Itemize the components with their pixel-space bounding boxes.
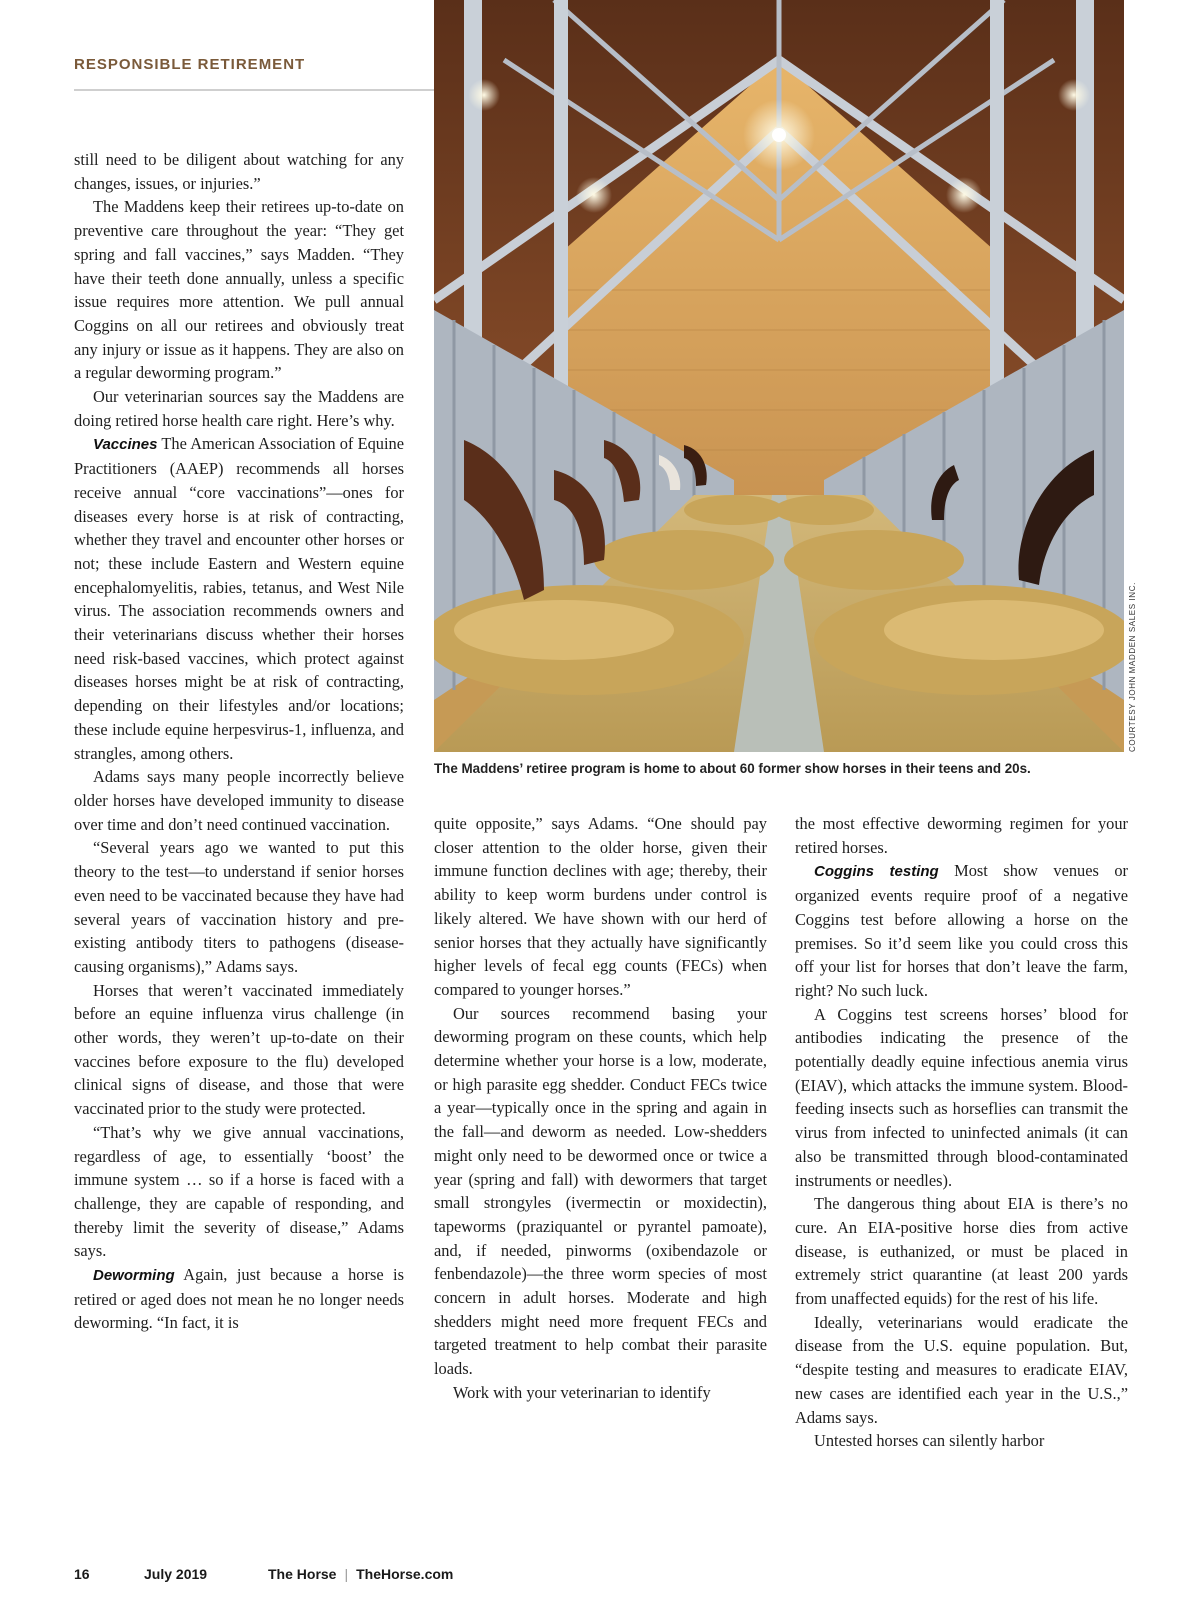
paragraph: the most effective deworming regimen for your retired horses. [795,814,1128,857]
barn-photo [434,0,1124,752]
paragraph: “Several years ago we wanted to put this theory to the test—to understand if senior horses even need to be vaccinated because they have had several years of vaccination history and pre-existing antibody titers to pathogens (disease-causing organisms),” Adams says. [74,838,404,976]
paragraph: still need to be diligent about watching for any changes, issues, or injuries.” [74,150,404,193]
text-column-2 [434,812,767,1405]
paragraph: Our sources recommend basing your deworming program on these counts, which help determine whether your horse is a low, moderate, or high parasite egg shedder. Conduct FECs twice a year—typically once in the spring and again in the fall—and deworm as needed. Low-shedders might only need to be dewormed once or twice a year (spring and fall) with dewormers that target small strongyles (ivermectin or moxidectin), tapeworms (praziquantel or pyrantel pamoate), and, if needed, pinworms (oxibendazole or fenbendazole)—the three worm species of most concern in adult horses. Moderate and high shedders might need more frequent FECs and targeted treatment to help combat their parasite loads. [434,1003,767,1379]
paragraph-vaccines [74,432,404,765]
subhead-deworming: Deworming [93,1267,175,1285]
paragraph: Work with your veterinarian to identify [453,1382,711,1402]
photo-caption: The Maddens’ retiree program is home to about 60 former show horses in their teens and 20s. [434,761,1031,776]
issue-date: July 2019 [144,1566,208,1582]
paragraph-text: The American Association of Equine Practitioners (AAEP) recommends all horses receive annual “core vaccinations”—ones for diseases every horse is at risk of contracting, whether they travel and encounter other horses or not; these include Eastern and Western equine encephalomyelitis, rabies, tetanus, and West Nile virus. The association recommends owners and their veterinarians discuss whether their horses need risk-based vaccines, which protect against diseases horses might be at risk of contracting, depending on their lifestyles and/or locations; these include equine herpesvirus-1, influenza, and strangles, among others. [74,434,404,763]
paragraph: The Maddens keep their retirees up-to-date on preventive care throughout the year: “They get spring and fall vaccines,” says Madden. “They have their teeth done annually, unless a specific issue requires more attention. We pull annual Coggins on all our retirees and obviously treat any injury or issue as it happens. They are also on a regular deworming program.” [74,197,404,383]
paragraph: The dangerous thing about EIA is there’s no cure. An EIA-positive horse dies from active disease, is euthanized, or must be placed in extremely strict quarantine (at least 200 yards from unaffected equids) for the rest of his life. [795,1194,1128,1309]
subhead-vaccines: Vaccines [93,436,158,454]
text-column-1 [74,148,404,1335]
paragraph: Untested horses can silently harbor [814,1431,1045,1451]
photo-credit: COURTESY JOHN MADDEN SALES INC. [1128,582,1137,752]
magazine-name: The Horse [268,1566,337,1582]
paragraph: Horses that weren’t vaccinated immediately before an equine influenza virus challenge (in other words, they weren’t up-to-date on their vaccines before exposure to the flu) developed clinical signs of disease, and those that were vaccinated prior to the study were protected. [74,980,404,1119]
paragraph: “That’s why we give annual vaccinations, regardless of age, to essentially ‘boost’ the immune system … so if a horse is faced with a challenge, they are capable of responding, and thereby limit the severity of disease,” Adams says. [74,1122,404,1261]
page-footer [74,1566,453,1582]
section-kicker: RESPONSIBLE RETIREMENT [74,56,306,73]
paragraph: A Coggins test screens horses’ blood for antibodies indicating the presence of the potentially deadly equine infectious anemia virus (EIAV), which attacks the immune system. Blood-feeding insects such as horseflies can transmit the virus from infected to uninfected animals (it can also be transmitted through blood-contaminated instruments or needles). [795,1004,1128,1190]
text-column-3 [795,812,1128,1453]
paragraph-text: Most show venues or organized events require proof of a negative Coggins test before allowing a horse on the premises. So it’d seem like you could cross this off your list for horses that don’t leave the farm, right? No such luck. [795,861,1128,1000]
paragraph-text: Again, just because a horse is retired or aged does not mean he no longer needs deworming. “In fact, it is [74,1265,404,1333]
paragraph-deworming [74,1263,404,1335]
paragraph: quite opposite,” says Adams. “One should pay closer attention to the older horse, given their immune function declines with age; thereby, their ability to keep worm burdens under control is likely altered. We have shown with our herd of senior horses that they actually have significantly higher levels of fecal egg counts (FECs) when compared to younger horses.” [434,814,767,999]
paragraph: Ideally, veterinarians would eradicate the disease from the U.S. equine population. But, “despite testing and measures to eradicate EIAV, new cases are identified each year in the U.S.,” Adams says. [795,1312,1128,1427]
subhead-coggins-testing: Coggins testing [814,863,939,881]
page-number: 16 [74,1566,90,1582]
paragraph-coggins [795,859,1128,1002]
paragraph: Adams says many people incorrectly believe older horses have developed immunity to disease over time and don’t need continued vaccination. [74,767,404,834]
kicker-divider [74,89,434,91]
website: TheHorse.com [356,1566,454,1582]
footer-divider: | [344,1566,349,1582]
paragraph: Our veterinarian sources say the Maddens are doing retired horse health care right. Here’s why. [74,387,404,430]
